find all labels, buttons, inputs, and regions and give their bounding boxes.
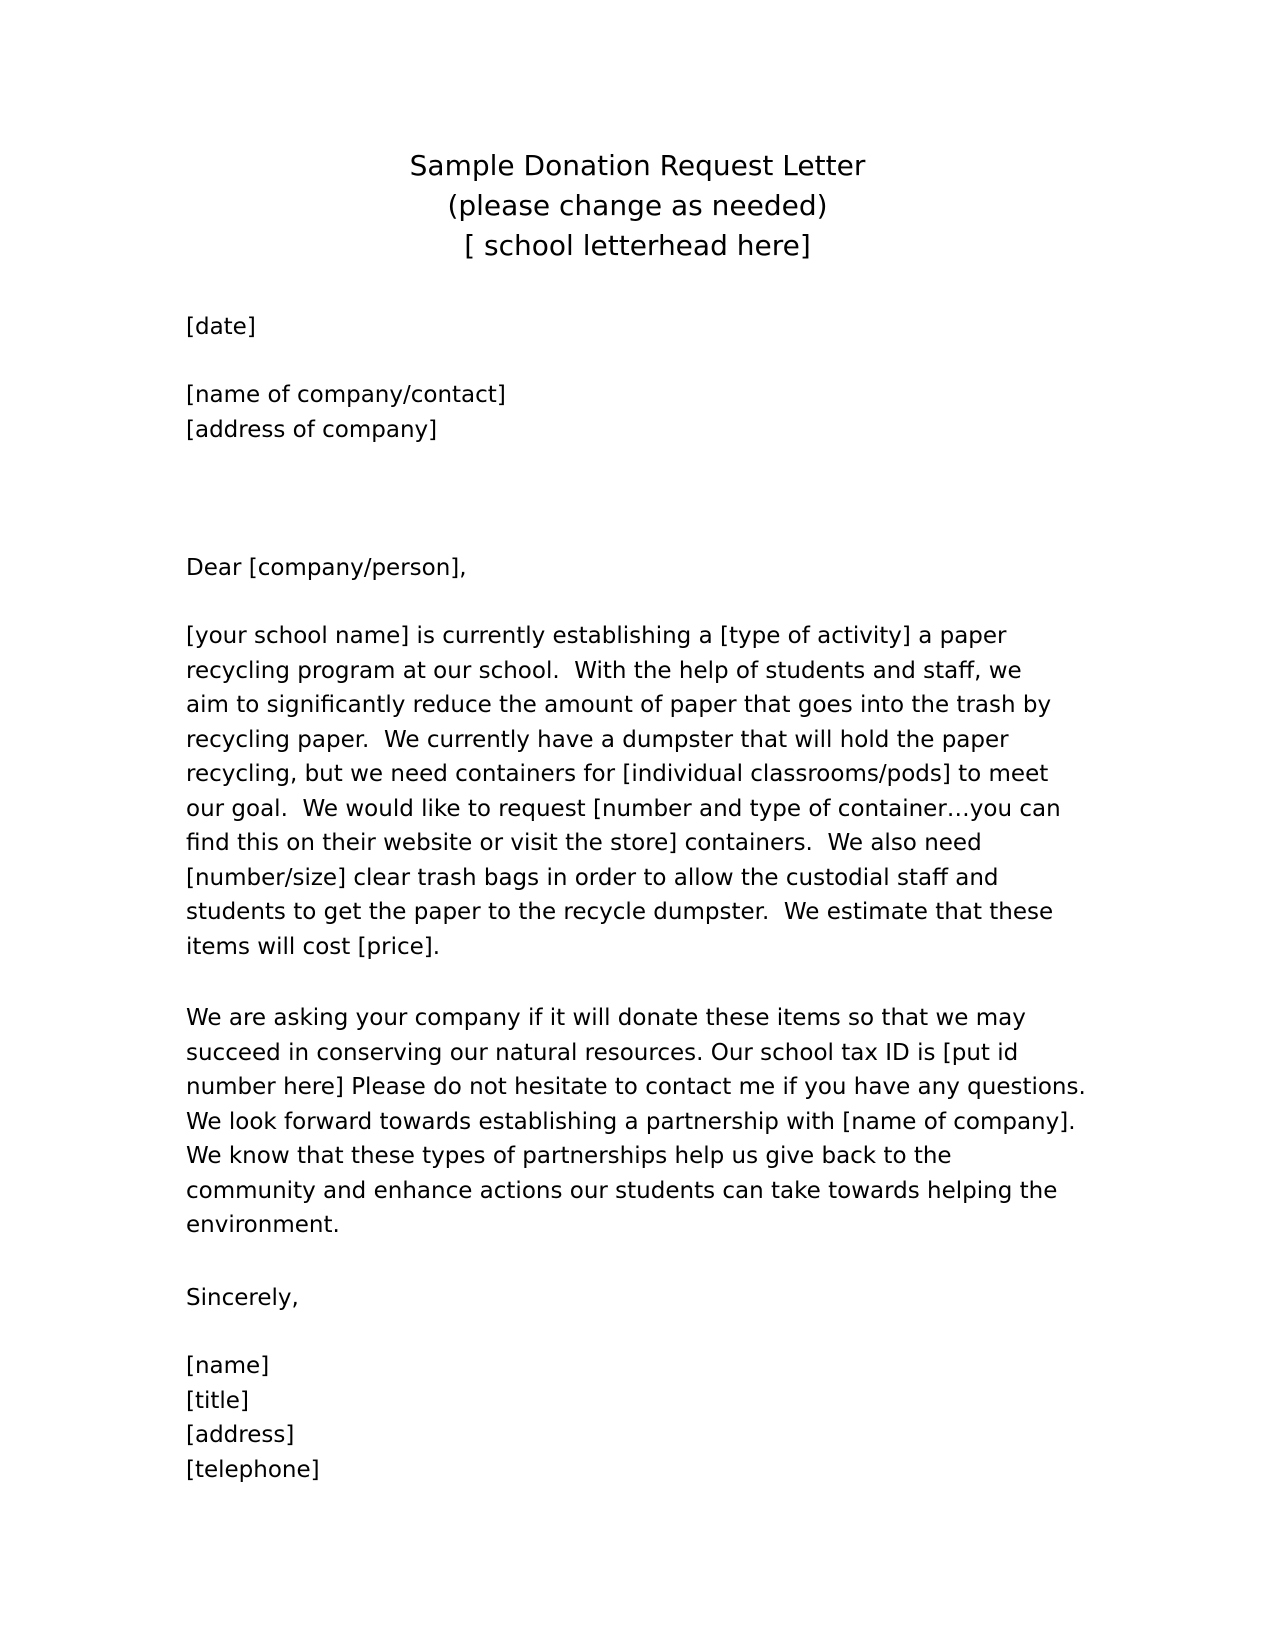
paragraph-line: items will cost [price]. bbox=[186, 933, 441, 960]
paragraph-line: aim to significantly reduce the amount of paper that goes into the trash by bbox=[186, 692, 1052, 718]
paragraph-line: students to get the paper to the recycle dumpster. We estimate that these bbox=[186, 899, 1054, 925]
paragraph-line: recycling program at our school. With the help of students and staff, we bbox=[186, 657, 1022, 684]
paragraph-line: succeed in conserving our natural resources. Our school tax ID is [put id bbox=[186, 1039, 1019, 1066]
paragraph-line: We are asking your company if it will donate these items so that we may bbox=[186, 1005, 1026, 1031]
letterhead-placeholder: [ school letterhead here] bbox=[464, 229, 811, 262]
paragraph-line: community and enhance actions our students can take towards helping the bbox=[186, 1177, 1058, 1204]
letter-header bbox=[0, 146, 1275, 266]
date-block bbox=[186, 310, 1086, 345]
closing-block bbox=[186, 1281, 1086, 1316]
recipient-block bbox=[186, 378, 1086, 447]
signature-telephone: [telephone] bbox=[186, 1456, 320, 1483]
paragraph-line: We know that these types of partnerships help us give back to the bbox=[186, 1143, 952, 1169]
salutation-block bbox=[186, 551, 1086, 586]
paragraph-line: recycling paper. We currently have a dumpster that will hold the paper bbox=[186, 726, 1009, 753]
paragraph-line: We look forward towards establishing a partnership with [name of company]. bbox=[186, 1108, 1076, 1135]
signature-address: [address] bbox=[186, 1422, 295, 1448]
paragraph-1 bbox=[186, 619, 1086, 964]
paragraph-line: our goal. We would like to request [number and type of container…you can bbox=[186, 795, 1061, 822]
paragraph-2 bbox=[186, 1001, 1086, 1243]
signature-name: [name] bbox=[186, 1353, 270, 1379]
recipient-address: [address of company] bbox=[186, 416, 438, 443]
paragraph-line: environment. bbox=[186, 1212, 340, 1238]
paragraph-line: find this on their website or visit the store] containers. We also need bbox=[186, 830, 982, 856]
letter-title: Sample Donation Request Letter bbox=[409, 149, 866, 182]
date-line: [date] bbox=[186, 314, 256, 340]
paragraph-line: [number/size] clear trash bags in order to allow the custodial staff and bbox=[186, 864, 999, 891]
paragraph-line: recycling, but we need containers for [individual classrooms/pods] to meet bbox=[186, 761, 1049, 787]
paragraph-line: [your school name] is currently establishing a [type of activity] a paper bbox=[186, 623, 1007, 649]
signature-block bbox=[186, 1349, 1086, 1487]
recipient-name: [name of company/contact] bbox=[186, 382, 506, 408]
salutation: Dear [company/person], bbox=[186, 555, 467, 581]
letter-subtitle: (please change as needed) bbox=[447, 189, 828, 222]
signature-title: [title] bbox=[186, 1387, 249, 1414]
paragraph-line: number here] Please do not hesitate to contact me if you have any questions. bbox=[186, 1074, 1086, 1100]
closing: Sincerely, bbox=[186, 1285, 299, 1311]
